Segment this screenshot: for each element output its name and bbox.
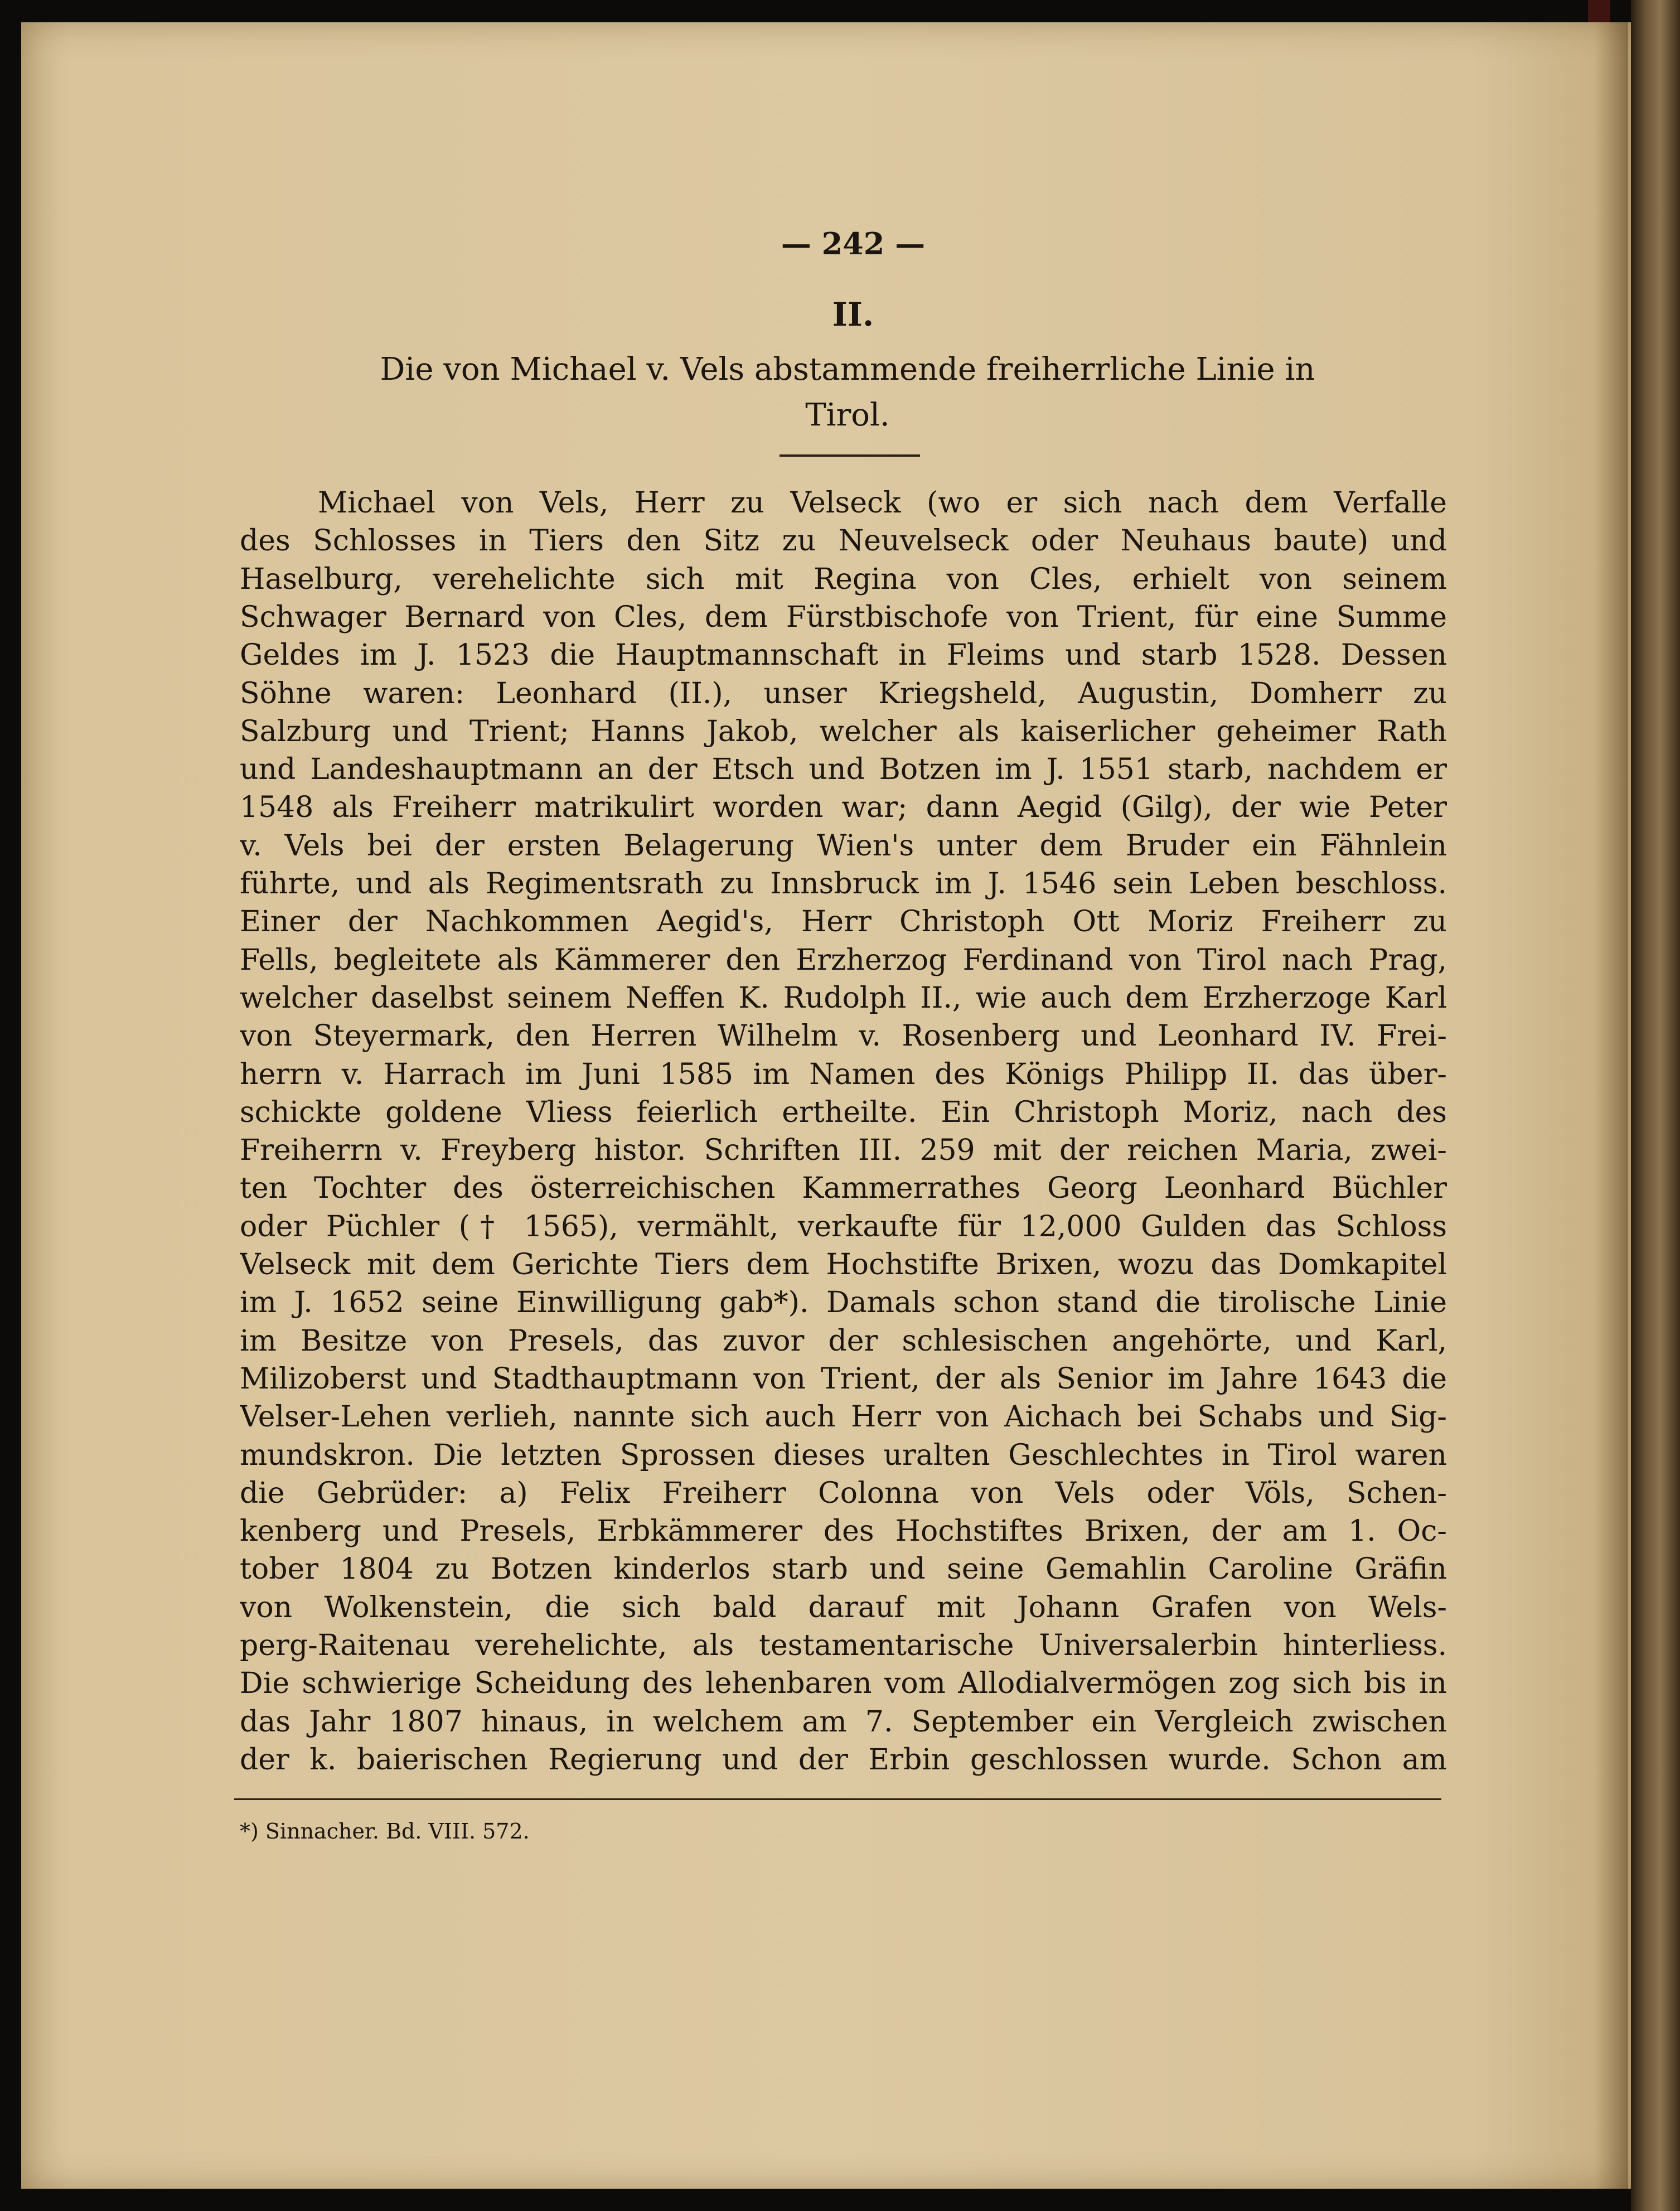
heading-divider bbox=[780, 454, 920, 457]
body-line: Haselburg, verehelichte sich mit Regina von Cles, erhielt von seinem bbox=[240, 563, 1447, 596]
body-line: ten Tochter des österreichischen Kammerrathes Georg Leonhard Büchler bbox=[240, 1172, 1447, 1205]
body-line: von Steyermark, den Herren Wilhelm v. Rosenberg und Leonhard IV. Frei- bbox=[240, 1019, 1447, 1053]
body-line: Milizoberst und Stadthauptmann von Trient, der als Senior im Jahre 1643 die bbox=[240, 1362, 1447, 1396]
body-line: im Besitze von Presels, das zuvor der schlesischen angehörte, und Karl, bbox=[240, 1324, 1447, 1358]
body-line: von Wolkenstein, die sich bald darauf mit Johann Grafen von Wels- bbox=[240, 1591, 1447, 1624]
section-heading-line-1: Die von Michael v. Vels abstammende freiherrliche Linie in bbox=[380, 351, 1315, 388]
body-line: v. Vels bei der ersten Belagerung Wien's unter dem Bruder ein Fähnlein bbox=[240, 829, 1447, 863]
facing-page-edge bbox=[1631, 0, 1680, 2211]
body-line: perg-Raitenau verehelichte, als testamentarische Universalerbin hinterliess. bbox=[240, 1629, 1447, 1662]
body-line: und Landeshauptmann an der Etsch und Botzen im J. 1551 starb, nachdem er bbox=[240, 753, 1447, 786]
body-line: der k. baierischen Regierung und der Erbin geschlossen wurde. Schon am bbox=[240, 1743, 1447, 1777]
body-line: die Gebrüder: a) Felix Freiherr Colonna von Vels oder Völs, Schen- bbox=[240, 1477, 1447, 1510]
body-line: 1548 als Freiherr matrikulirt worden war; dann Aegid (Gilg), der wie Peter bbox=[240, 791, 1447, 824]
page-number: — 242 — bbox=[781, 226, 926, 262]
body-line: Freiherrn v. Freyberg histor. Schriften III. 259 mit der reichen Maria, zwei- bbox=[240, 1134, 1447, 1167]
body-line: des Schlosses in Tiers den Sitz zu Neuvelseck oder Neuhaus baute) und bbox=[240, 524, 1447, 558]
footnote-divider bbox=[234, 1798, 1441, 1800]
body-line: Schwager Bernard von Cles, dem Fürstbischofe von Trient, für eine Summe bbox=[240, 601, 1447, 634]
body-line: Die schwierige Scheidung des lehenbaren vom Allodialvermögen zog sich bis in bbox=[240, 1667, 1447, 1700]
body-line: führte, und als Regimentsrath zu Innsbruck im J. 1546 sein Leben beschloss. bbox=[240, 867, 1447, 901]
body-line: herrn v. Harrach im Juni 1585 im Namen des Königs Philipp II. das über- bbox=[240, 1058, 1447, 1091]
bookmark-ribbon bbox=[1588, 0, 1610, 22]
body-line: mundskron. Die letzten Sprossen dieses uralten Geschlechtes in Tirol waren bbox=[240, 1439, 1447, 1472]
body-line: oder Püchler († 1565), vermählt, verkaufte für 12,000 Gulden das Schloss bbox=[240, 1210, 1447, 1244]
section-number: II. bbox=[832, 296, 874, 333]
body-line: kenberg und Presels, Erbkämmerer des Hochstiftes Brixen, der am 1. Oc- bbox=[240, 1515, 1447, 1548]
body-line: Söhne waren: Leonhard (II.), unser Kriegsheld, Augustin, Domherr zu bbox=[240, 677, 1447, 710]
body-line: Einer der Nachkommen Aegid's, Herr Christoph Ott Moriz Freiherr zu bbox=[240, 905, 1447, 938]
body-line: tober 1804 zu Botzen kinderlos starb und seine Gemahlin Caroline Gräfin bbox=[240, 1552, 1447, 1586]
body-line: das Jahr 1807 hinaus, in welchem am 7. September ein Vergleich zwischen bbox=[240, 1705, 1447, 1739]
body-line: im J. 1652 seine Einwilligung gab*). Damals schon stand die tirolische Linie bbox=[240, 1286, 1447, 1319]
body-line: schickte goldene Vliess feierlich ertheilte. Ein Christoph Moriz, nach des bbox=[240, 1096, 1447, 1129]
body-line: Velser-Lehen verlieh, nannte sich auch Herr von Aichach bei Schabs und Sig- bbox=[240, 1400, 1447, 1434]
body-line: Michael von Vels, Herr zu Velseck (wo er sich nach dem Verfalle bbox=[318, 486, 1447, 520]
footnote: *) Sinnacher. Bd. VIII. 572. bbox=[240, 1819, 530, 1844]
section-heading-line-2: Tirol. bbox=[805, 397, 890, 433]
body-line: welcher daselbst seinem Neffen K. Rudolph II., wie auch dem Erzherzoge Karl bbox=[240, 981, 1447, 1015]
body-line: Geldes im J. 1523 die Hauptmannschaft in Fleims und starb 1528. Dessen bbox=[240, 638, 1447, 672]
body-line: Fells, begleitete als Kämmerer den Erzherzog Ferdinand von Tirol nach Prag, bbox=[240, 944, 1447, 977]
body-line: Velseck mit dem Gerichte Tiers dem Hochstifte Brixen, wozu das Domkapitel bbox=[240, 1248, 1447, 1281]
spine-shadow bbox=[1595, 22, 1628, 2189]
body-line: Salzburg und Trient; Hanns Jakob, welcher als kaiserlicher geheimer Rath bbox=[240, 715, 1447, 748]
